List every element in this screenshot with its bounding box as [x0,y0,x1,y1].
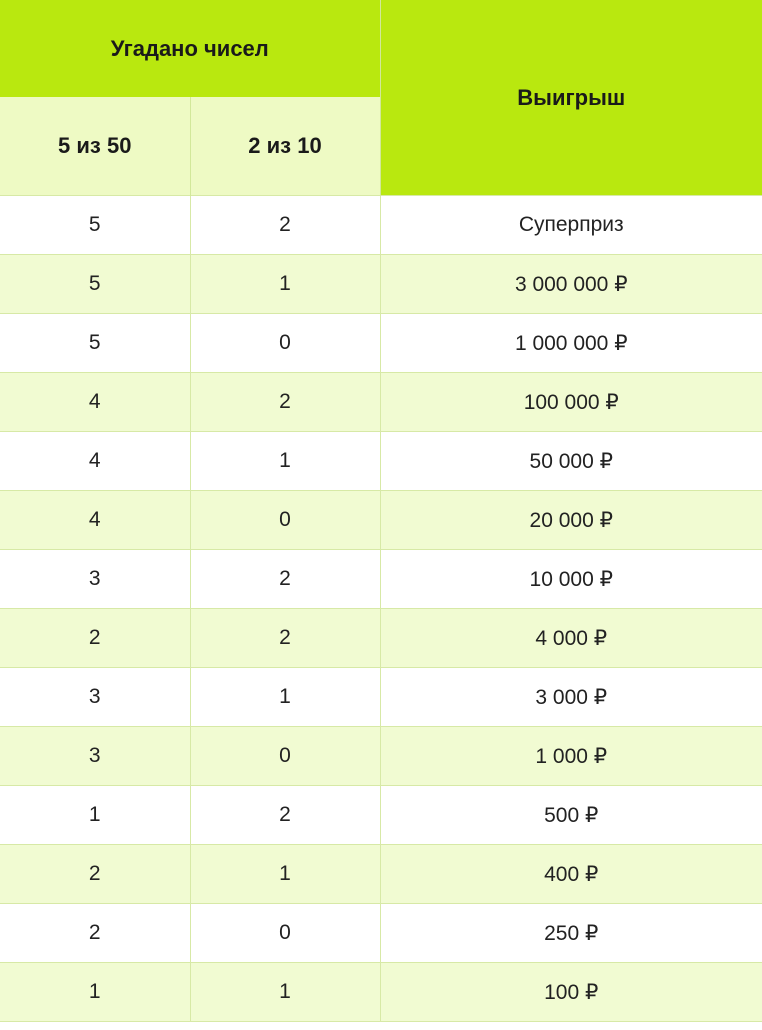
main-numbers-cell: 3 [0,550,190,609]
extra-numbers-cell: 1 [190,255,380,314]
extra-numbers-cell: 1 [190,845,380,904]
extra-numbers-cell: 0 [190,491,380,550]
prize-cell: 400 ₽ [380,845,762,904]
table-row [0,845,762,904]
main-numbers-cell: 5 [0,314,190,373]
table-row [0,255,762,314]
prize-cell: 4 000 ₽ [380,609,762,668]
extra-numbers-cell: 0 [190,727,380,786]
table-row [0,786,762,845]
table-row [0,373,762,432]
extra-numbers-cell: 1 [190,432,380,491]
extra-numbers-cell: 0 [190,314,380,373]
prize-cell: Суперприз [380,196,762,255]
extra-numbers-cell: 2 [190,550,380,609]
extra-numbers-header: 2 из 10 [190,97,380,196]
main-numbers-cell: 5 [0,196,190,255]
main-numbers-cell: 3 [0,727,190,786]
main-numbers-cell: 4 [0,373,190,432]
extra-numbers-cell: 1 [190,963,380,1022]
main-numbers-cell: 1 [0,786,190,845]
table-row [0,963,762,1022]
extra-numbers-cell: 2 [190,196,380,255]
main-numbers-cell: 1 [0,963,190,1022]
extra-numbers-cell: 2 [190,609,380,668]
guessed-numbers-header: Угадано чисел [0,0,380,97]
main-numbers-cell: 5 [0,255,190,314]
table-header [0,0,762,196]
main-numbers-header: 5 из 50 [0,97,190,196]
main-numbers-cell: 2 [0,609,190,668]
table-row [0,609,762,668]
prize-cell: 100 000 ₽ [380,373,762,432]
extra-numbers-cell: 0 [190,904,380,963]
main-numbers-cell: 3 [0,668,190,727]
prize-cell: 3 000 ₽ [380,668,762,727]
table-row [0,904,762,963]
extra-numbers-cell: 2 [190,373,380,432]
table-row [0,668,762,727]
prize-cell: 1 000 ₽ [380,727,762,786]
extra-numbers-cell: 2 [190,786,380,845]
prize-cell: 20 000 ₽ [380,491,762,550]
prize-cell: 3 000 000 ₽ [380,255,762,314]
table-body [0,196,762,1022]
table-row [0,550,762,609]
main-numbers-cell: 2 [0,845,190,904]
table-row [0,196,762,255]
prize-cell: 50 000 ₽ [380,432,762,491]
table-row [0,314,762,373]
prize-cell: 100 ₽ [380,963,762,1022]
prize-cell: 500 ₽ [380,786,762,845]
prize-cell: 250 ₽ [380,904,762,963]
table-row [0,727,762,786]
prize-cell: 10 000 ₽ [380,550,762,609]
table-row [0,491,762,550]
main-numbers-cell: 4 [0,491,190,550]
prize-header: Выигрыш [380,0,762,196]
table-row [0,432,762,491]
prize-cell: 1 000 000 ₽ [380,314,762,373]
main-numbers-cell: 2 [0,904,190,963]
extra-numbers-cell: 1 [190,668,380,727]
main-numbers-cell: 4 [0,432,190,491]
